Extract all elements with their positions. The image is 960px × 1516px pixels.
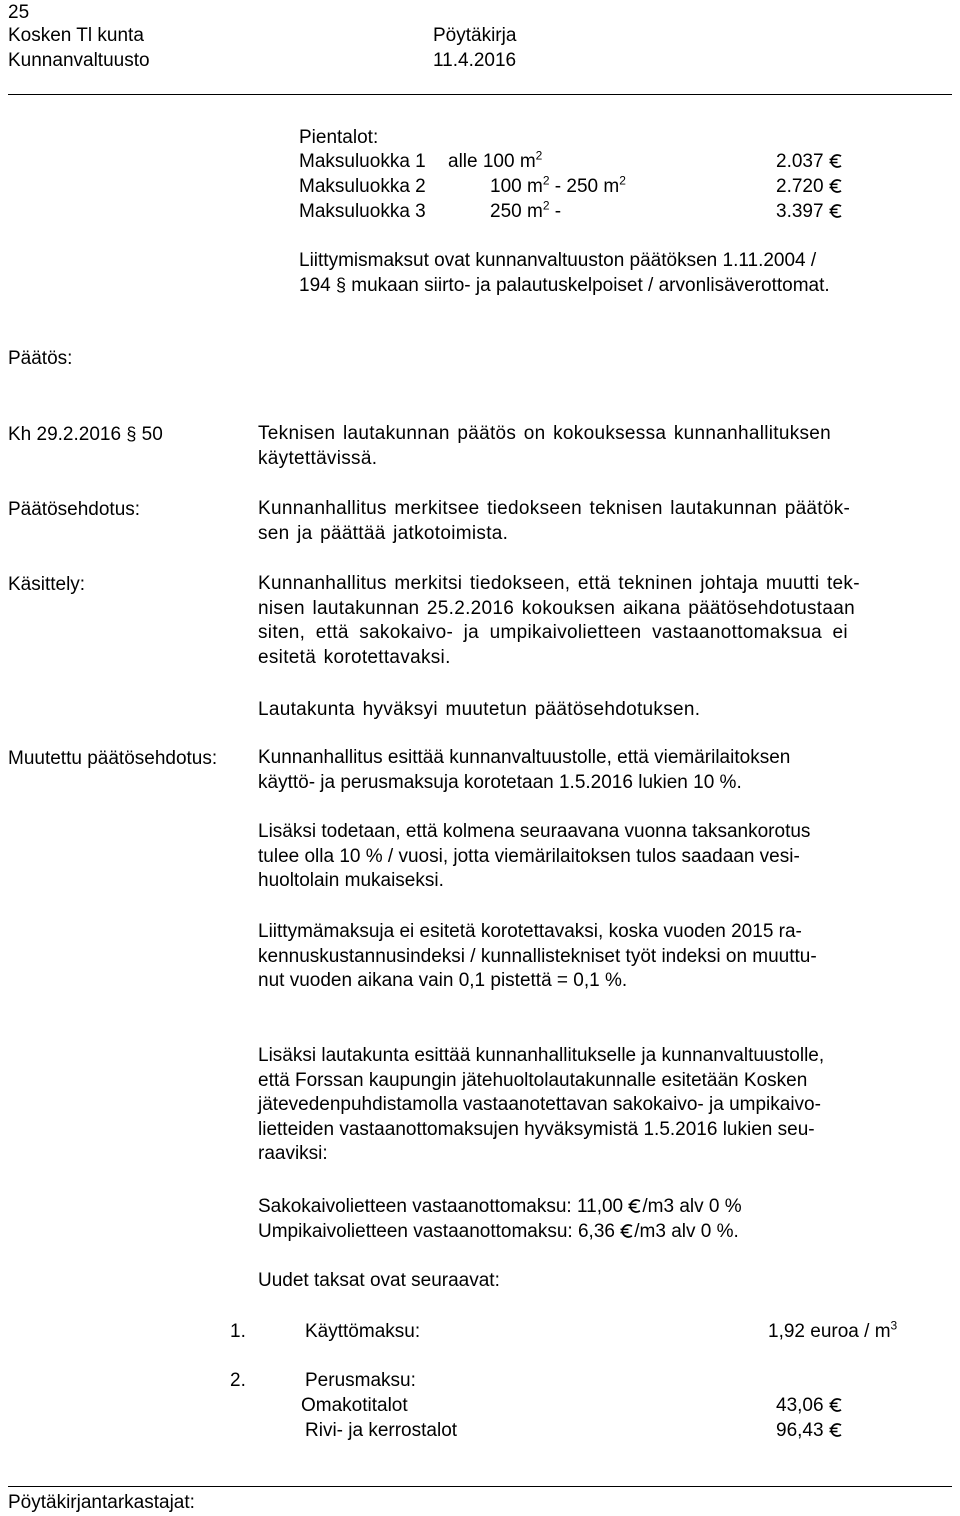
rate-sub-1-value: 43,06 — [776, 1393, 843, 1418]
header-divider — [8, 94, 952, 95]
rate-item-1-label: Käyttömaksu: — [305, 1321, 421, 1342]
connection-fee-note-line2: 194 § mukaan siirto- ja palautuskelpoiset / arvonlisäverottomat. — [299, 275, 830, 296]
paatosehdotus-text: Kunnanhallitus merkitsee tiedokseen teknisen lautakunnan päätök- sen ja päättää jatkotoimista. — [258, 498, 851, 544]
euro-sign-icon — [829, 1395, 843, 1411]
fee-class-1-range: alle 100 $m^2$ — [448, 148, 543, 172]
paatos-heading: Päätös: — [8, 348, 73, 369]
pientalot-title: Pientalot: — [299, 127, 379, 148]
euro-sign-icon — [829, 1420, 843, 1436]
fee-class-3-label: Maksuluokka 3 — [299, 201, 426, 222]
rate-sub-1-label: Omakotitalot — [301, 1395, 408, 1416]
euro-sign-icon — [628, 1196, 642, 1212]
kasittely-approval: Lautakunta hyväksyi muutetun päätösehdotuksen. — [258, 699, 701, 720]
kh-reference: Kh 29.2.2016 § 50 — [8, 424, 163, 445]
rate-sub-2-label: Rivi- ja kerrostalot — [305, 1420, 458, 1441]
euro-sign-icon — [620, 1221, 634, 1237]
holding-tank-fee: Umpikaivolietteen vastaanottomaksu: 6,36 /m3 alv 0 %. — [258, 1221, 739, 1242]
meeting-date: 11.4.2016 — [433, 50, 517, 71]
governing-body: Kunnanvaltuusto — [8, 50, 150, 71]
section-sign-icon: § — [126, 424, 137, 444]
euro-sign-icon — [829, 201, 843, 217]
kh-text: Teknisen lautakunnan päätös on kokouksessa kunnanhallituksen käytettävissä. — [258, 423, 832, 469]
fee-class-3-range: 250 $m^2$ - — [490, 198, 562, 222]
euro-sign-icon — [829, 151, 843, 167]
rate-item-1-number: 1. — [230, 1321, 246, 1342]
organization-name: Kosken Tl kunta — [8, 25, 144, 46]
rate-item-2-label: Perusmaksu: — [305, 1370, 416, 1391]
muutettu-paragraph-2: Lisäksi todetaan, että kolmena seuraavana vuonna taksankorotus tulee olla 10 % / vuosi, jotta viemärilaitoksen tulos saadaan vesi- huoltolain mukaiseksi. — [258, 821, 811, 892]
new-rates-heading: Uudet taksat ovat seuraavat: — [258, 1270, 500, 1291]
rate-sub-2-value: 96,43 — [776, 1418, 843, 1443]
footer-label: Pöytäkirjantarkastajat: — [8, 1492, 195, 1513]
kasittely-text: Kunnanhallitus merkitsi tiedokseen, että tekninen johtaja muutti tek- nisen lautakunnan 25.2.2016 kokouksen aikana päätösehdotustaan siten, että sakokaivo- ja umpikaivolietteen vastaanottomaksua ei esitetä korotettavaksi. — [258, 573, 860, 668]
septic-fee: Sakokaivolietteen vastaanottomaksu: 11,00 /m3 alv 0 % — [258, 1196, 742, 1217]
muutettu-paragraph-3: Liittymämaksuja ei esitetä korotettavaksi, koska vuoden 2015 ra- kennuskustannusindeksi / kunnallistekniset työt indeksi on muuttu- nut vuoden aikana vain 0,1 pistettä = 0,1 %. — [258, 921, 817, 992]
euro-sign-icon — [829, 176, 843, 192]
kasittely-label: Käsittely: — [8, 574, 86, 595]
fee-class-1-price: 2.037 — [776, 149, 843, 174]
fee-class-2-label: Maksuluokka 2 — [299, 176, 426, 197]
fee-class-2-range: 100 $m^2 - 250$ $m^2$ — [490, 173, 626, 197]
fee-class-1-label: Maksuluokka 1 — [299, 151, 426, 172]
rate-item-2-number: 2. — [230, 1370, 246, 1391]
paatosehdotus-label: Päätösehdotus: — [8, 499, 141, 520]
muutettu-paragraph-4: Lisäksi lautakunta esittää kunnanhallitukselle ja kunnanvaltuustolle, että Forssan kaupungin jätehuoltolautakunnalle esitetään Kosken jätevedenpuhdistamolla vastaanotettavan sakokaivo- ja umpikaivo- lietteiden vastaanottomaksujen hyväksymistä 1.5.2016 lukien seu- raaviksi: — [258, 1045, 825, 1165]
muutettu-paragraph-1: Kunnanhallitus esittää kunnanvaltuustolle, että viemärilaitoksen käyttö- ja perusmaksuja korotetaan 1.5.2016 lukien 10 %. — [258, 747, 791, 793]
connection-fee-note-line1: Liittymismaksut ovat kunnanvaltuuston päätöksen 1.11.2004 / — [299, 250, 817, 271]
section-sign-icon: § — [335, 275, 346, 295]
fee-class-2-price: 2.720 — [776, 174, 843, 199]
footer-divider — [8, 1486, 952, 1487]
fee-class-3-price: 3.397 — [776, 199, 843, 224]
page-number: 25 — [8, 2, 30, 23]
muutettu-label: Muutettu päätösehdotus: — [8, 748, 218, 769]
rate-item-1-value: 1,92 euroa / $m^3$ — [768, 1318, 898, 1342]
document-type: Pöytäkirja — [433, 25, 517, 46]
